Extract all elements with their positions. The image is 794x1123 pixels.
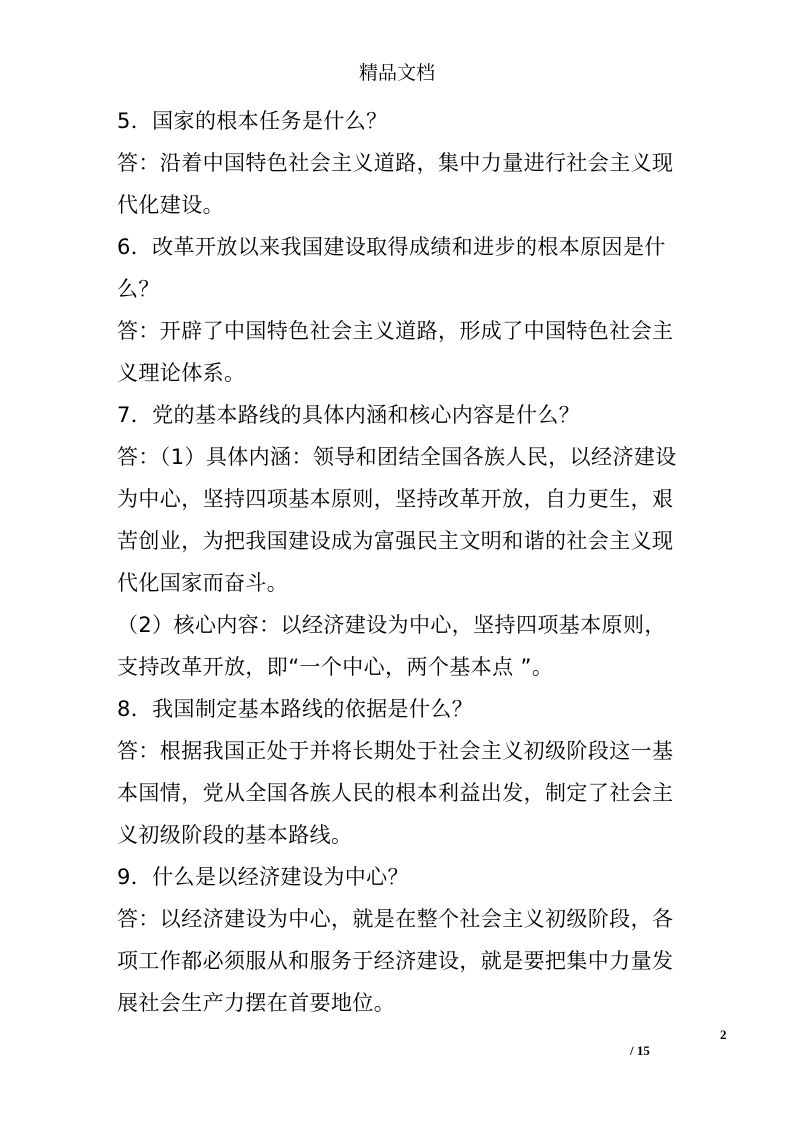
answer-8-line-2: 本国情，党从全国各族人民的根本利益出发，制定了社会主 xyxy=(117,781,674,805)
answer-7-line-4: 代化国家而奋斗。 xyxy=(117,571,289,595)
answer-7-line-1: 答：（1）具体内涵：领导和团结全国各族人民，以经济建设 xyxy=(117,445,677,469)
answer-7-line-2: 为中心，坚持四项基本原则，坚持改革开放，自力更生，艰 xyxy=(117,487,674,511)
question-7: 7．党的基本路线的具体内涵和核心内容是什么？ xyxy=(117,403,581,427)
answer-7-line-3: 苦创业，为把我国建设成为富强民主文明和谐的社会主义现 xyxy=(117,529,674,553)
answer-7-line-5: （2）核心内容：以经济建设为中心，坚持四项基本原则， xyxy=(117,613,666,637)
answer-7-line-6: 支持改革开放，即“一个中心，两个基本点 ”。 xyxy=(117,655,554,679)
answer-9-line-1: 答：以经济建设为中心，就是在整个社会主义初级阶段，各 xyxy=(117,907,674,931)
answer-6-line-1: 答：开辟了中国特色社会主义道路，形成了中国特色社会主 xyxy=(117,319,674,343)
question-9: 9．什么是以经济建设为中心？ xyxy=(117,865,409,889)
answer-5-line-1: 答：沿着中国特色社会主义道路，集中力量进行社会主义现 xyxy=(117,151,674,175)
page-total: / 15 xyxy=(630,1043,650,1058)
answer-8-line-1: 答：根据我国正处于并将长期处于社会主义初级阶段这一基 xyxy=(117,739,674,763)
question-8: 8．我国制定基本路线的依据是什么？ xyxy=(117,697,474,721)
answer-5-line-2: 代化建设。 xyxy=(117,193,224,217)
document-body xyxy=(117,100,677,1024)
page-header-title: 精品文档 xyxy=(358,62,435,84)
answer-9-line-2: 项工作都必须服从和服务于经济建设，就是要把集中力量发 xyxy=(117,949,674,973)
answer-6-line-2: 义理论体系。 xyxy=(117,361,246,385)
page-number: 2 xyxy=(720,1027,727,1042)
question-6-line-2: 么？ xyxy=(117,277,160,301)
answer-8-line-3: 义初级阶段的基本路线。 xyxy=(117,823,353,847)
question-5: 5．国家的根本任务是什么？ xyxy=(117,109,388,133)
question-6-line-1: 6．改革开放以来我国建设取得成绩和进步的根本原因是什 xyxy=(117,235,666,259)
answer-9-line-3: 展社会生产力摆在首要地位。 xyxy=(117,991,396,1015)
